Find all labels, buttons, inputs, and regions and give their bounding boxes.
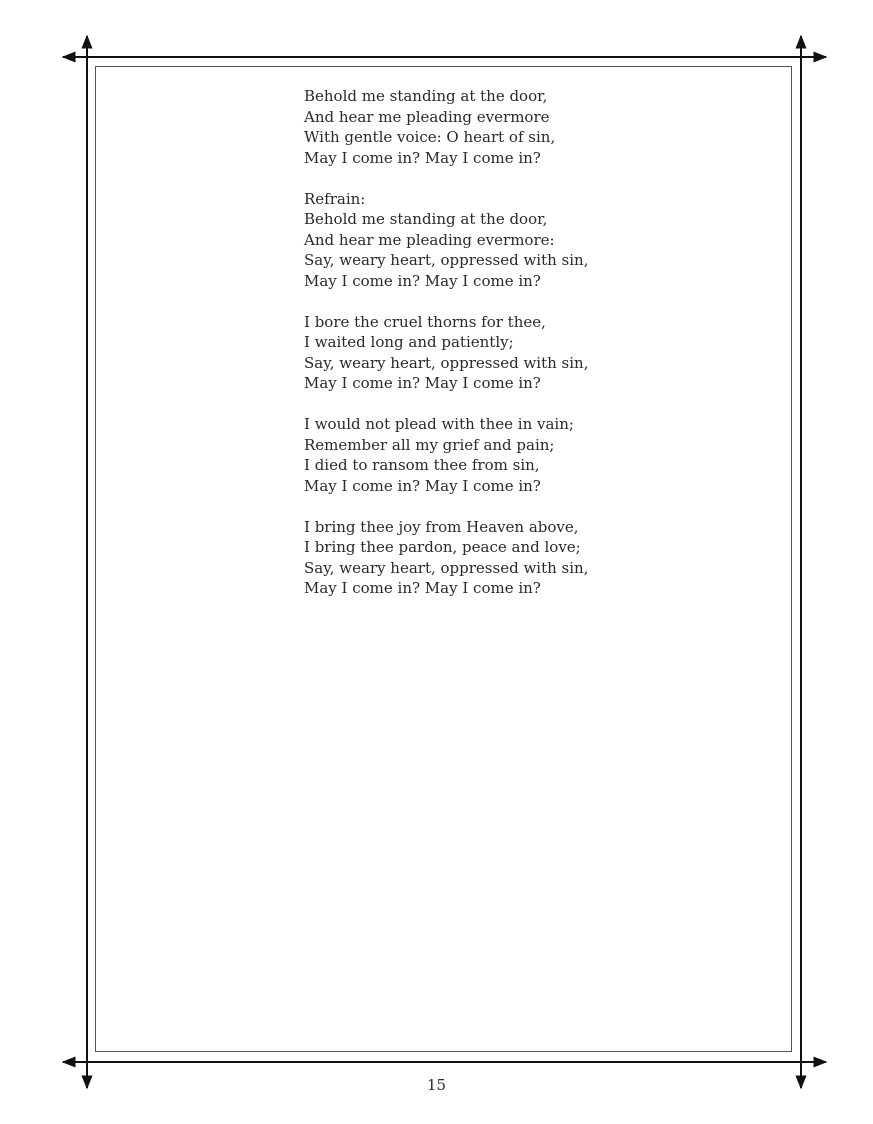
stanza-4 [304, 517, 724, 599]
verse-line: May I come in? May I come in? [304, 271, 541, 290]
verse-line: May I come in? May I come in? [304, 579, 541, 597]
verse-line: Behold me standing at the door, [304, 87, 548, 105]
stanza-1 [304, 86, 724, 168]
verse-line: Behold me standing at the door, [304, 210, 548, 228]
verse-line: I died to ransom thee from sin, [304, 456, 540, 474]
verse-line: Remember all my grief and pain; [304, 435, 555, 454]
stanza-2 [304, 312, 724, 394]
hymn-text [304, 86, 724, 619]
verse-line: And hear me pleading evermore [304, 107, 550, 126]
verse-line: May I come in? May I come in? [304, 374, 541, 392]
verse-line: And hear me pleading evermore: [304, 230, 555, 249]
stanza-refrain [304, 189, 724, 292]
verse-line: With gentle voice: O heart of sin, [304, 128, 556, 146]
refrain-heading: Refrain: [304, 189, 366, 208]
verse-line: I bore the cruel thorns for thee, [304, 312, 546, 331]
verse-line: May I come in? May I come in? [304, 476, 541, 495]
verse-line: Say, weary heart, oppressed with sin, [304, 558, 589, 577]
verse-line: I bring thee pardon, peace and love; [304, 538, 581, 556]
verse-line: I waited long and patiently; [304, 333, 514, 351]
verse-line: Say, weary heart, oppressed with sin, [304, 251, 589, 269]
verse-line: May I come in? May I come in? [304, 148, 541, 167]
verse-line: I would not plead with thee in vain; [304, 415, 574, 433]
stanza-3 [304, 414, 724, 496]
verse-line: Say, weary heart, oppressed with sin, [304, 353, 589, 372]
verse-line: I bring thee joy from Heaven above, [304, 517, 579, 536]
page-number: 15 [426, 1076, 447, 1094]
